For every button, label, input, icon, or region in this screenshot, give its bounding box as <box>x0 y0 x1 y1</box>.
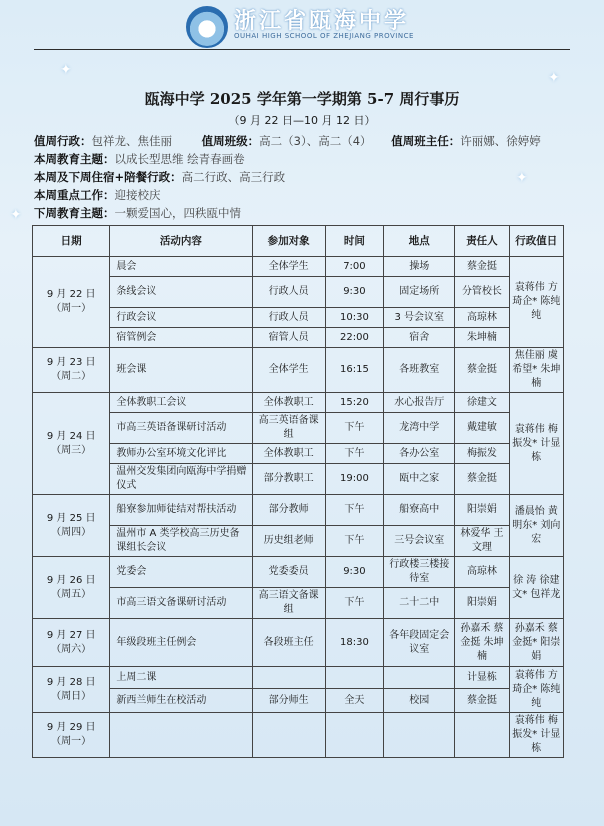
date-text: 9 月 26 日 <box>46 574 96 586</box>
duty-teacher-label: 值周班主任： <box>391 134 461 148</box>
date-text: 9 月 27 日 <box>46 629 96 641</box>
activity-cell: 船寮参加师徒结对帮扶活动 <box>110 495 252 526</box>
date-text: 9 月 22 日 <box>46 289 96 300</box>
participants-cell: 部分师生 <box>252 689 325 713</box>
person-cell: 阳崇娟 <box>455 588 509 619</box>
date-text: 9 月 25 日 <box>46 512 96 524</box>
participants-cell: 各段班主任 <box>252 619 325 667</box>
place-cell: 校园 <box>384 689 455 713</box>
dorm-line <box>34 168 285 186</box>
time-cell: 15:20 <box>325 393 384 413</box>
place-cell: 龙湾中学 <box>384 413 455 444</box>
table-row <box>33 667 564 689</box>
school-name-en: OUHAI HIGH SCHOOL OF ZHEJIANG PROVINCE <box>234 32 414 40</box>
table-row <box>33 444 564 464</box>
participants-cell <box>252 713 325 758</box>
place-cell: 操场 <box>384 257 455 277</box>
time-cell: 19:00 <box>325 464 384 495</box>
focus-line <box>34 186 161 204</box>
activity-cell: 宿管例会 <box>110 328 252 348</box>
dorm-value: 高二行政、高三行政 <box>181 170 286 184</box>
time-cell <box>325 713 384 758</box>
dorm-label: 本周及下周住宿+陪餐行政： <box>34 170 182 184</box>
table-row <box>33 257 564 277</box>
weekday-text: （周五） <box>51 588 92 600</box>
time-cell: 10:30 <box>325 308 384 328</box>
date-text: 9 月 29 日 <box>46 722 96 733</box>
header-time: 时间 <box>325 226 384 257</box>
person-cell: 朱坤楠 <box>455 328 509 348</box>
table-row <box>33 413 564 444</box>
schedule-table <box>32 225 564 758</box>
activity-cell: 条线会议 <box>110 277 252 308</box>
weekday-text: （周三） <box>51 444 92 456</box>
participants-cell: 党委委员 <box>252 557 325 588</box>
time-cell: 7:00 <box>325 257 384 277</box>
sparkle-icon: ✦ <box>516 170 528 186</box>
person-cell: 蔡金挺 <box>455 464 509 495</box>
time-cell: 22:00 <box>325 328 384 348</box>
participants-cell: 部分教师 <box>252 495 325 526</box>
date-cell <box>33 393 110 495</box>
person-cell: 分管校长 <box>455 277 509 308</box>
place-cell: 宿舍 <box>384 328 455 348</box>
focus-label: 本周重点工作： <box>34 188 115 202</box>
person-cell: 戴建敏 <box>455 413 509 444</box>
page-subtitle: （9 月 22 日—10 月 12 日） <box>228 114 376 127</box>
duty-class-label: 值周班级： <box>201 134 260 148</box>
duty-cell: 袁蒋伟 梅振发* 计显栋 <box>509 393 563 495</box>
activity-cell: 市高三语文备课研讨活动 <box>110 588 252 619</box>
weekday-text: （周四） <box>51 526 92 538</box>
table-row <box>33 619 564 667</box>
date-text: 9 月 24 日 <box>46 430 96 442</box>
table-row <box>33 689 564 713</box>
place-cell: 三号会议室 <box>384 526 455 557</box>
place-cell: 3 号会议室 <box>384 308 455 328</box>
time-cell: 下午 <box>325 444 384 464</box>
header-activity: 活动内容 <box>110 226 252 257</box>
table-row <box>33 713 564 758</box>
table-row <box>33 328 564 348</box>
duty-cell: 焦佳丽 虞希望* 朱坤楠 <box>509 348 563 393</box>
focus-value: 迎接校庆 <box>114 188 161 202</box>
activity-cell: 市高三英语备课研讨活动 <box>110 413 252 444</box>
header <box>0 0 604 50</box>
duty-class-value: 高二（3）、高二（4） <box>259 134 372 148</box>
person-cell: 蔡金挺 <box>455 348 509 393</box>
duty-line <box>34 132 541 150</box>
weekday-text: （周一） <box>51 303 92 314</box>
header-participants: 参加对象 <box>252 226 325 257</box>
person-cell: 阳崇娟 <box>455 495 509 526</box>
participants-cell <box>252 667 325 689</box>
activity-cell: 党委会 <box>110 557 252 588</box>
header-duty: 行政值日 <box>509 226 563 257</box>
activity-cell: 班会课 <box>110 348 252 393</box>
person-cell: 高琼林 <box>455 557 509 588</box>
place-cell: 瓯中之家 <box>384 464 455 495</box>
date-cell <box>33 257 110 348</box>
weekday-text: （周六） <box>51 643 92 655</box>
time-cell: 下午 <box>325 413 384 444</box>
weekday-text: （周日） <box>51 690 92 702</box>
duty-cell: 孙嘉禾 蔡金挺* 阳崇娟 <box>509 619 563 667</box>
place-cell: 船寮高中 <box>384 495 455 526</box>
time-cell: 全天 <box>325 689 384 713</box>
date-text: 9 月 28 日 <box>46 676 96 688</box>
activity-cell <box>110 713 252 758</box>
page-title: 瓯海中学 2025 学年第一学期第 5-7 周行事历 <box>144 90 460 108</box>
weekday-text: （周一） <box>51 736 92 747</box>
time-cell: 9:30 <box>325 277 384 308</box>
duty-cell: 潘晨怡 黄明东* 刘向宏 <box>509 495 563 557</box>
activity-cell: 温州市 A 类学校高三历史备课组长会议 <box>110 526 252 557</box>
theme-label: 本周教育主题： <box>34 152 115 166</box>
duty-admin-value: 包祥龙、焦佳丽 <box>91 134 172 148</box>
place-cell: 水心报告厅 <box>384 393 455 413</box>
date-cell <box>33 495 110 557</box>
header-date: 日期 <box>33 226 110 257</box>
place-cell: 固定场所 <box>384 277 455 308</box>
activity-cell: 晨会 <box>110 257 252 277</box>
school-logo <box>186 6 228 48</box>
duty-cell: 袁蒋伟 方琦企* 陈纯纯 <box>509 257 563 348</box>
table-row <box>33 308 564 328</box>
table-row <box>33 526 564 557</box>
table-header-row <box>33 226 564 257</box>
duty-admin-label: 值周行政： <box>34 134 92 148</box>
date-cell <box>33 348 110 393</box>
date-text: 9 月 23 日 <box>46 357 96 368</box>
activity-cell: 新西兰师生在校活动 <box>110 689 252 713</box>
duty-cell: 袁蒋伟 梅振发* 计显栋 <box>509 713 563 758</box>
participants-cell: 全体学生 <box>252 257 325 277</box>
weekday-text: （周二） <box>51 371 92 382</box>
time-cell: 18:30 <box>325 619 384 667</box>
participants-cell: 宿管人员 <box>252 328 325 348</box>
header-divider <box>34 49 570 50</box>
time-cell: 下午 <box>325 526 384 557</box>
time-cell: 16:15 <box>325 348 384 393</box>
activity-cell: 全体教职工会议 <box>110 393 252 413</box>
duty-teacher-value: 许丽娜、徐婷婷 <box>460 134 541 148</box>
next-theme-label: 下周教育主题： <box>34 206 115 220</box>
place-cell: 二十二中 <box>384 588 455 619</box>
place-cell: 各年段固定会议室 <box>384 619 455 667</box>
table-row <box>33 464 564 495</box>
person-cell: 高琼林 <box>455 308 509 328</box>
date-cell <box>33 619 110 667</box>
school-name: 浙江省瓯海中学 <box>234 8 410 34</box>
person-cell: 计显栋 <box>455 667 509 689</box>
participants-cell: 全体学生 <box>252 348 325 393</box>
participants-cell: 高三语文备课组 <box>252 588 325 619</box>
place-cell: 各办公室 <box>384 444 455 464</box>
place-cell <box>384 713 455 758</box>
participants-cell: 行政人员 <box>252 308 325 328</box>
time-cell: 9:30 <box>325 557 384 588</box>
person-cell: 林爱华 王文理 <box>455 526 509 557</box>
table-row <box>33 495 564 526</box>
duty-cell: 徐 涛 徐建文* 包祥龙 <box>509 557 563 619</box>
table-row <box>33 557 564 588</box>
person-cell: 蔡金挺 <box>455 689 509 713</box>
theme-value: 以成长型思维 绘青春画卷 <box>114 152 245 166</box>
activity-cell: 上周二课 <box>110 667 252 689</box>
person-cell <box>455 713 509 758</box>
table-row <box>33 588 564 619</box>
next-theme-value: 一颗爱国心，四秩瓯中情 <box>114 206 241 220</box>
place-cell: 各班教室 <box>384 348 455 393</box>
place-cell <box>384 667 455 689</box>
person-cell: 孙嘉禾 蔡金挺 朱坤楠 <box>455 619 509 667</box>
next-theme-line <box>34 204 241 222</box>
date-cell <box>33 713 110 758</box>
time-cell <box>325 667 384 689</box>
person-cell: 梅振发 <box>455 444 509 464</box>
time-cell: 下午 <box>325 495 384 526</box>
participants-cell: 高三英语备课组 <box>252 413 325 444</box>
table-row <box>33 348 564 393</box>
activity-cell: 行政会议 <box>110 308 252 328</box>
schedule-body <box>33 257 564 758</box>
sparkle-icon: ✦ <box>60 62 72 78</box>
table-row <box>33 393 564 413</box>
sparkle-icon: ✦ <box>10 207 22 223</box>
theme-line <box>34 150 245 168</box>
activity-cell: 教师办公室环境文化评比 <box>110 444 252 464</box>
activity-cell: 年级段班主任例会 <box>110 619 252 667</box>
participants-cell: 行政人员 <box>252 277 325 308</box>
participants-cell: 全体教职工 <box>252 444 325 464</box>
person-cell: 蔡金挺 <box>455 257 509 277</box>
participants-cell: 部分教职工 <box>252 464 325 495</box>
person-cell: 徐建文 <box>455 393 509 413</box>
header-place: 地点 <box>384 226 455 257</box>
date-cell <box>33 557 110 619</box>
table-row <box>33 277 564 308</box>
header-person: 责任人 <box>455 226 509 257</box>
duty-cell: 袁蒋伟 方琦企* 陈纯纯 <box>509 667 563 713</box>
place-cell: 行政楼三楼接待室 <box>384 557 455 588</box>
sparkle-icon: ✦ <box>548 70 560 86</box>
time-cell: 下午 <box>325 588 384 619</box>
participants-cell: 历史组老师 <box>252 526 325 557</box>
participants-cell: 全体教职工 <box>252 393 325 413</box>
date-cell <box>33 667 110 713</box>
activity-cell: 温州交发集团向瓯海中学捐赠仪式 <box>110 464 252 495</box>
